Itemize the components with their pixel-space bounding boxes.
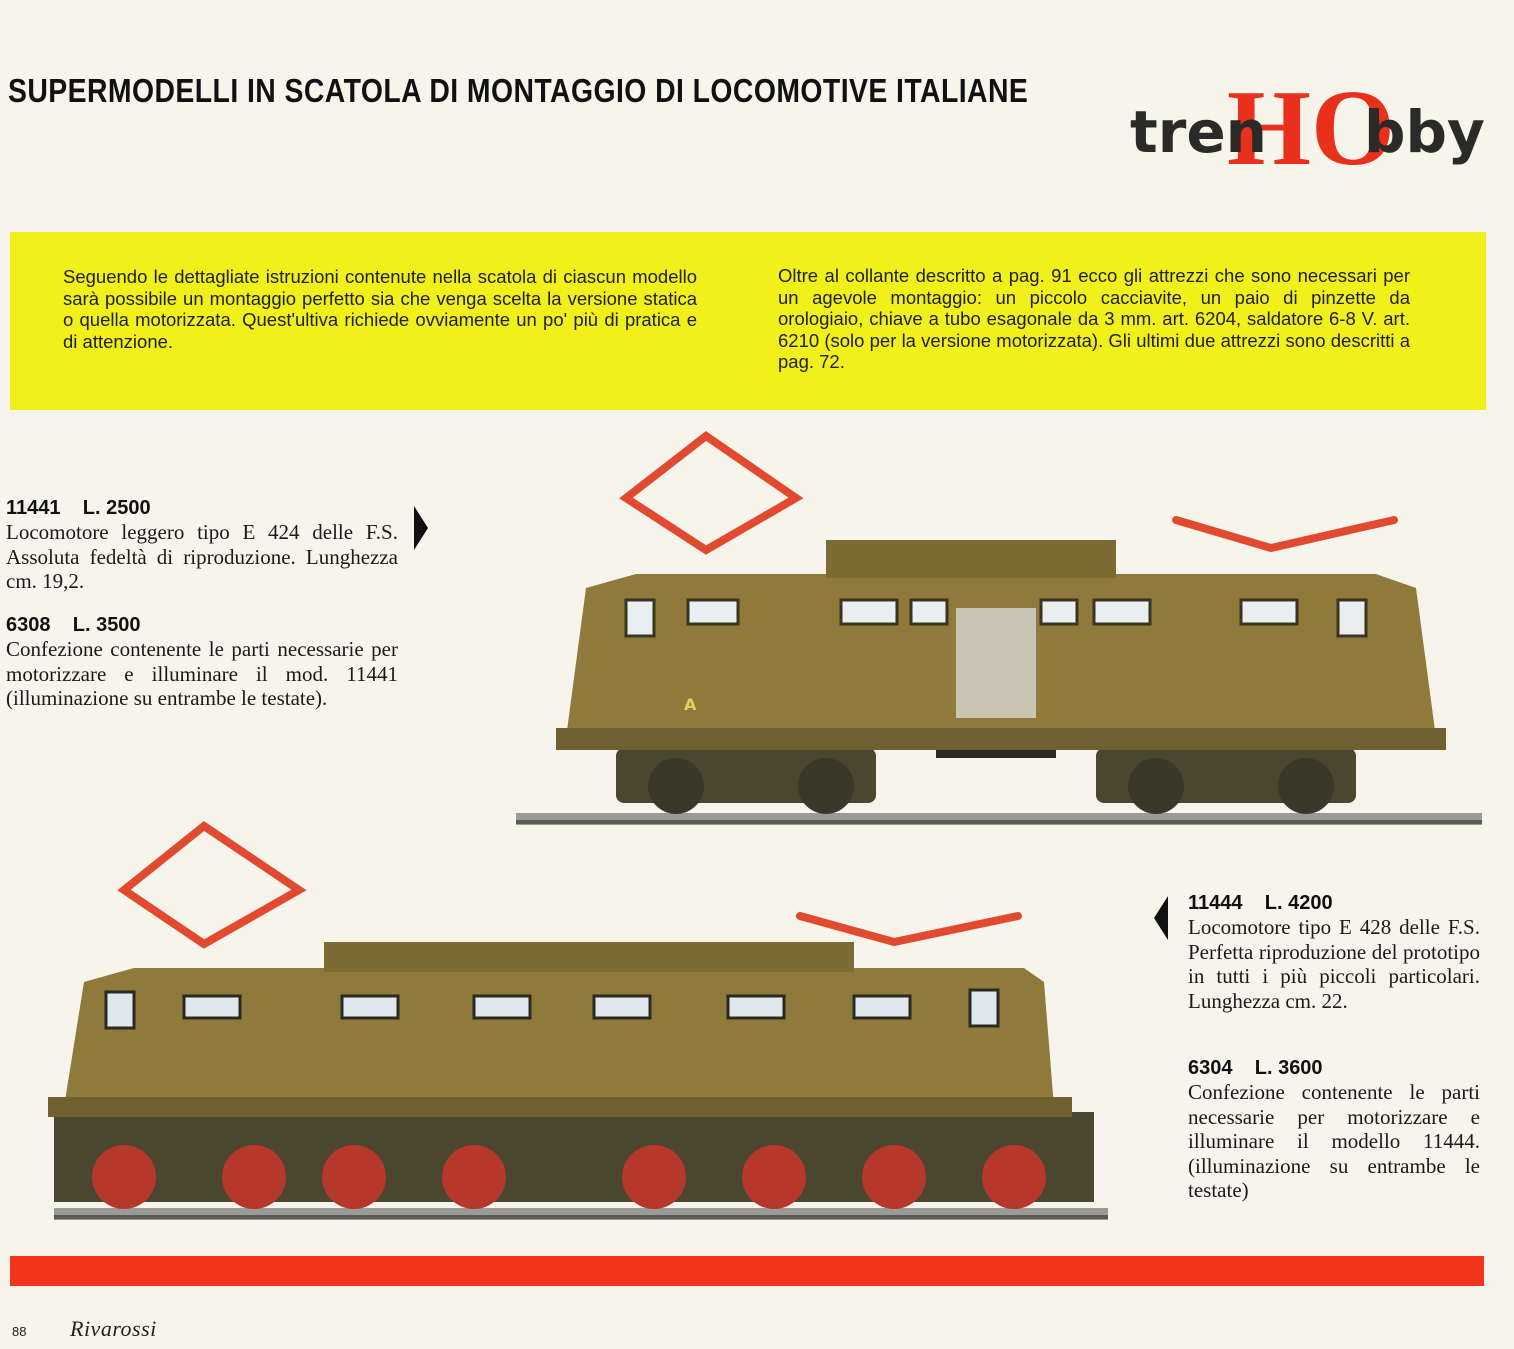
product-description: Confezione contenente le parti necessarie per motorizzare e illuminare il modello 11444. (illuminazione su entrambe le testate): [1188, 1080, 1480, 1202]
pantographs: [124, 826, 1018, 944]
product-6308: [6, 614, 398, 711]
product-code: 11441: [6, 497, 61, 519]
logo-tren-text: tren: [1130, 98, 1267, 166]
product-price: L. 3500: [72, 614, 141, 636]
loco-marking: A: [684, 695, 697, 714]
product-code: 11444: [1188, 892, 1243, 914]
product-code-line: [6, 614, 398, 637]
product-6304: [1188, 1057, 1480, 1203]
product-description: Locomotore leggero tipo E 424 delle F.S. Assoluta fedeltà di riproduzione. Lunghezza cm. 19,2.: [6, 520, 398, 593]
product-price: L. 4200: [1264, 892, 1333, 914]
trenhobby-logo: [1128, 76, 1498, 176]
intro-assembly-text: Seguendo le dettagliate istruzioni contenute nella scatola di ciascun modello sarà possibile un montaggio perfetto sia che venga scelta la versione statica o quella motorizzata. Quest'ultiva richiede ovviamente un po' più di pratica e di attenzione.: [63, 266, 697, 352]
product-code-line: [6, 497, 398, 520]
product-price: L. 3600: [1254, 1057, 1323, 1079]
footer-band: [10, 1256, 1484, 1286]
bogies: [54, 1112, 1094, 1209]
product-description: Confezione contenente le parti necessarie per motorizzare e illuminare il mod. 11441 (illuminazione su entrambe le testate).: [6, 637, 398, 710]
loco-body: [556, 540, 1446, 750]
page-title: SUPERMODELLI IN SCATOLA DI MONTAGGIO DI LOCOMOTIVE ITALIANE: [8, 72, 1029, 109]
product-11441: [6, 497, 398, 594]
intro-tools-text: Oltre al collante descritto a pag. 91 ecco gli attrezzi che sono necessari per un agevole montaggio: un piccolo cacciavite, un paio di pinzette da orologiaio, chiave a tubo esagonale da 3 mm. art. 6204, saldatore 6-8 V. art. 6210 (solo per la versione motorizzata). Gli ultimi due attrezzi sono descritti a pag. 72.: [778, 265, 1410, 372]
product-code: 6304: [1188, 1057, 1233, 1079]
logo-bby-text: bby: [1364, 98, 1485, 166]
pointer-right-icon: [414, 506, 428, 550]
logo-ho-letters: HO: [1226, 76, 1396, 176]
product-code-line: [1188, 1057, 1480, 1080]
loco-e428-illustration: [14, 812, 1108, 1228]
product-11444: [1188, 892, 1480, 1013]
product-description: Locomotore tipo E 428 delle F.S. Perfetta riproduzione del prototipo in tutti i più piccoli particolari. Lunghezza cm. 22.: [1188, 915, 1480, 1013]
pantographs: [626, 436, 1394, 550]
loco-e424-illustration: [516, 428, 1482, 832]
product-code: 6308: [6, 614, 51, 636]
product-code-line: [1188, 892, 1480, 915]
pointer-left-icon: [1154, 896, 1168, 940]
loco-body: [48, 942, 1072, 1117]
page-number: 88: [12, 1324, 27, 1339]
product-price: L. 2500: [82, 497, 151, 519]
publisher-logo: Rivarossi: [70, 1316, 157, 1341]
track: [54, 1208, 1108, 1220]
